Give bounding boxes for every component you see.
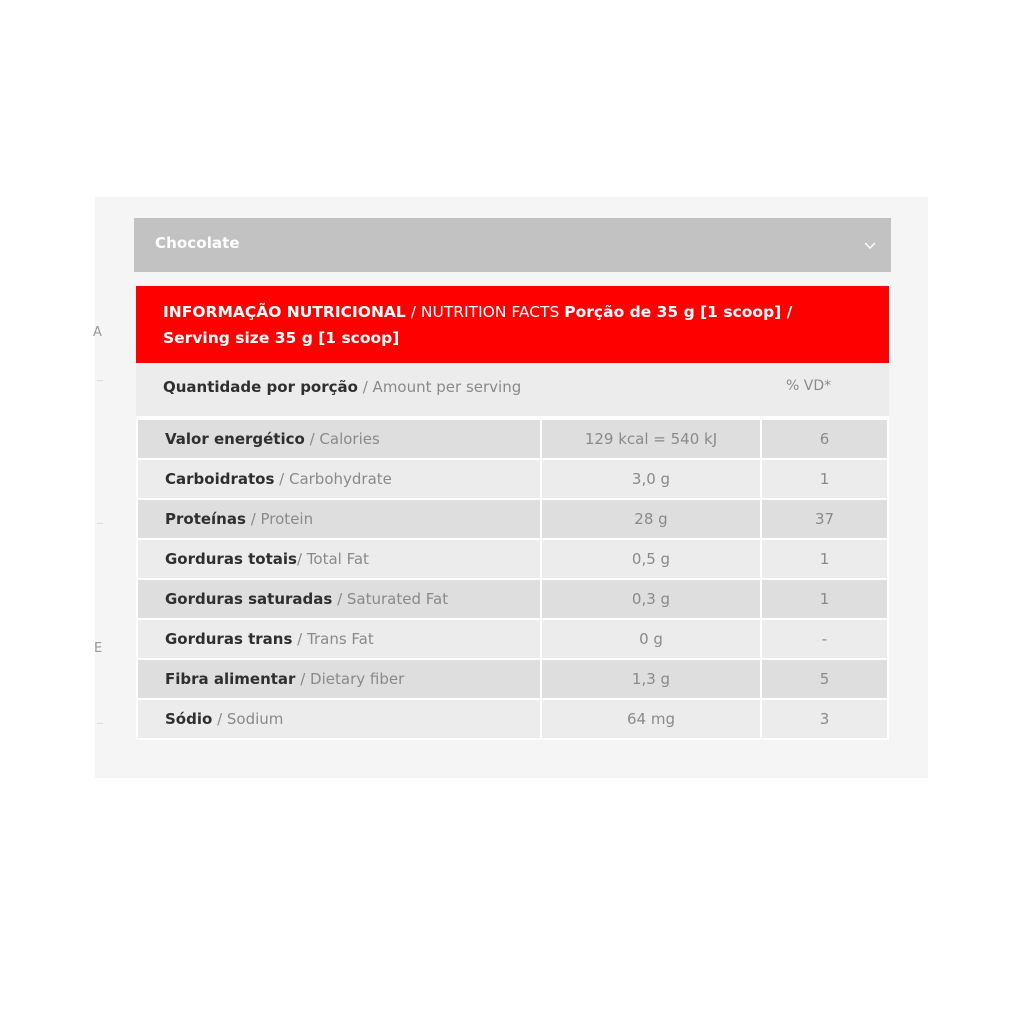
chevron-down-icon[interactable] [863,238,877,252]
nutrient-daily-value: 1 [761,579,888,619]
nutrient-daily-value: 6 [761,419,888,459]
table-row [137,579,888,619]
nutrient-name-en: / Saturated Fat [332,590,449,608]
amount-per-serving-label [163,378,521,396]
table-row [137,619,888,659]
nutrient-daily-value: 1 [761,459,888,499]
nutrient-name-en: / Dietary fiber [295,670,405,688]
nutrient-name-pt: Proteínas [165,510,246,528]
nutrient-name [137,419,541,459]
nutrient-amount: 28 g [541,499,761,539]
nutrient-name-en: / Protein [245,510,314,528]
nutrient-name-pt: Gorduras trans [165,630,293,648]
nutrient-name-pt: Sódio [165,710,213,728]
nutrient-name-en: / Calories [304,430,380,448]
nutrient-amount: 0,3 g [541,579,761,619]
nutrient-name-en: / Total Fat [296,550,369,568]
serving-size: Porção de 35 g [1 scoop] / Serving size 35 g [1 scoop] [163,303,793,347]
edge-divider [97,380,103,381]
table-row [137,499,888,539]
nutrient-name-en: / Sodium [212,710,284,728]
amount-label-pt: Quantidade por porção [163,378,358,396]
nutrition-facts-table [136,286,889,740]
nutrient-name [137,659,541,699]
nutrient-daily-value: 37 [761,499,888,539]
nutrient-name [137,499,541,539]
nutrient-name [137,539,541,579]
nutrient-name-pt: Valor energético [165,430,305,448]
nutrient-daily-value: - [761,619,888,659]
nutrition-title-en: / NUTRITION FACTS [405,303,565,321]
table-row [137,419,888,459]
flavor-accordion-header[interactable] [134,218,891,272]
nutrient-name [137,619,541,659]
nutrient-name-pt: Fibra alimentar [165,670,296,688]
nutrition-header [136,286,889,363]
nutrient-name-pt: Carboidratos [165,470,275,488]
edge-divider [97,723,103,724]
nutrient-amount: 0,5 g [541,539,761,579]
nutrient-daily-value: 5 [761,659,888,699]
nutrient-amount: 1,3 g [541,659,761,699]
table-row [137,459,888,499]
nutrient-name [137,459,541,499]
edge-letter: E [94,641,103,656]
table-row [137,699,888,739]
nutrient-name-en: / Trans Fat [292,630,374,648]
nutrient-amount: 3,0 g [541,459,761,499]
nutrient-amount: 129 kcal = 540 kJ [541,419,761,459]
nutrient-amount: 64 mg [541,699,761,739]
nutrient-name [137,579,541,619]
flavor-title: Chocolate [155,234,240,252]
edge-divider [97,523,103,524]
table-row [137,539,888,579]
amount-label-en: / Amount per serving [357,378,522,396]
daily-value-header: % VD* [786,378,832,394]
amount-per-serving-row [136,363,889,418]
table-row [137,659,888,699]
nutrient-name-en: / Carbohydrate [274,470,392,488]
nutrient-name [137,699,541,739]
nutrient-amount: 0 g [541,619,761,659]
nutrient-name-pt: Gorduras totais [165,550,297,568]
nutrient-daily-value: 3 [761,699,888,739]
nutrient-daily-value: 1 [761,539,888,579]
nutrient-table [136,418,889,740]
nutrient-name-pt: Gorduras saturadas [165,590,333,608]
nutrition-title-pt: INFORMAÇÃO NUTRICIONAL [163,303,406,321]
edge-letter: A [93,325,102,340]
